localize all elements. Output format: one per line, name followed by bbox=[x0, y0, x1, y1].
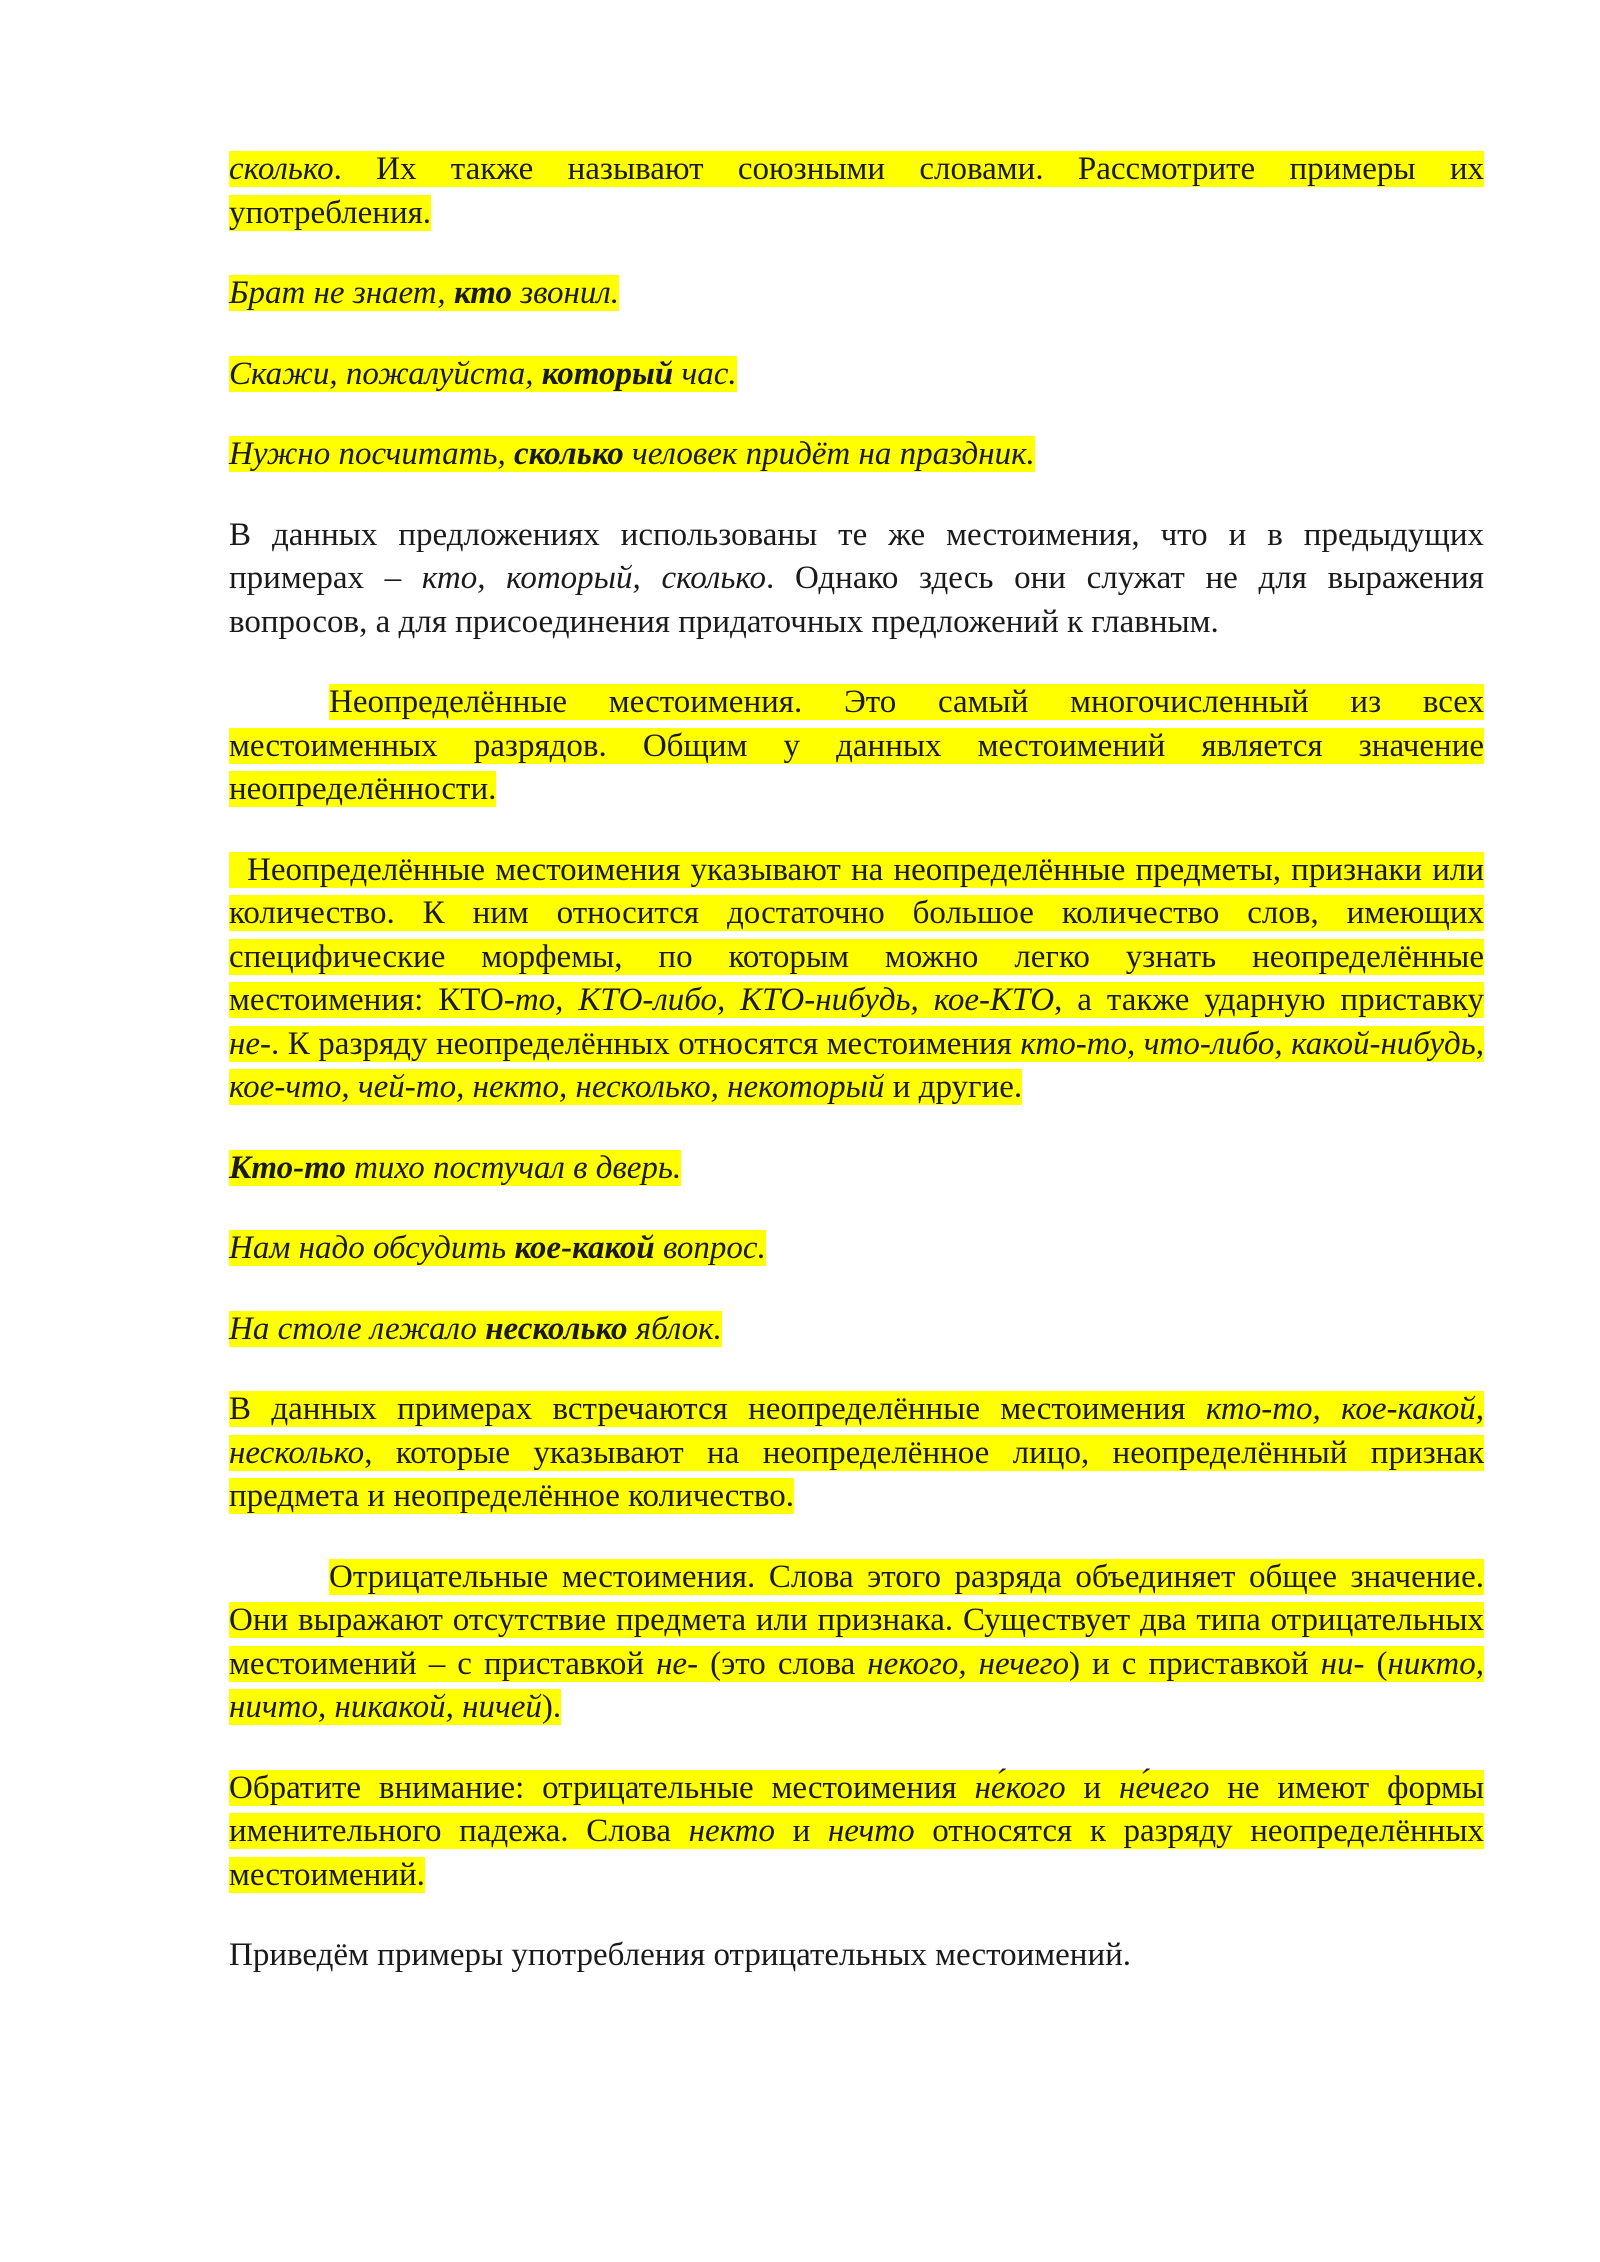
text-fragment: ни- bbox=[1320, 1645, 1365, 1682]
text-fragment: вопрос. bbox=[654, 1230, 766, 1266]
text-fragment: В данных примерах встречаются неопределённые местоимения bbox=[229, 1391, 1206, 1427]
text-fragment: , которые указывают на неопределённое лицо, неопределённый признак предмета и неопределённое количество. bbox=[229, 1434, 1484, 1514]
text-fragment: , а также ударную приставку bbox=[1054, 982, 1484, 1018]
text-fragment: кто-то, кое-какой, несколько bbox=[229, 1391, 1485, 1471]
text-fragment-bold: Кто-то bbox=[229, 1149, 346, 1186]
text-fragment: . К разряду неопределённых относятся местоимения bbox=[271, 1025, 1021, 1062]
example-2 bbox=[229, 353, 1484, 397]
paragraph-5 bbox=[229, 1388, 1484, 1519]
example-3 bbox=[229, 433, 1484, 477]
text-fragment: кто, который, сколько bbox=[421, 560, 767, 596]
text-fragment: звонил. bbox=[511, 275, 619, 311]
example-6 bbox=[229, 1308, 1484, 1352]
paragraph-3 bbox=[229, 681, 1484, 812]
paragraph-7 bbox=[229, 1767, 1484, 1898]
paragraph-6 bbox=[229, 1556, 1484, 1730]
text-fragment: никто, ничто, никакой, ничей bbox=[229, 1645, 1484, 1725]
text-fragment: Приведём примеры употребления отрицательных местоимений. bbox=[229, 1937, 1132, 1973]
text-fragment: кто-то, что-либо, какой-нибудь, кое-что, чей-то, некто, несколько, некоторый bbox=[229, 1025, 1484, 1105]
text-fragment: не́кого bbox=[974, 1769, 1066, 1806]
text-fragment-bold: сколько bbox=[514, 436, 624, 472]
text-fragment: . Однако здесь они служат не для выражения вопросов, а для присоединения придаточных предложений к главным. bbox=[229, 560, 1484, 640]
text-fragment: относятся к разряду неопределённых местоимений. bbox=[229, 1813, 1485, 1893]
text-fragment-bold: несколько bbox=[485, 1310, 628, 1347]
text-fragment: тихо постучал в дверь. bbox=[345, 1149, 682, 1186]
text-fragment: ). bbox=[541, 1689, 562, 1725]
text-fragment: не имеют формы именительного падежа. Слова bbox=[229, 1769, 1485, 1849]
document-page bbox=[229, 148, 1484, 2015]
text-fragment: В данных предложениях использованы те же местоимения, что и в предыдущих примерах – bbox=[229, 516, 1484, 596]
text-fragment: яблок. bbox=[627, 1310, 722, 1347]
text-fragment: то, КТО-либо, КТО-нибудь, кое-КТО bbox=[514, 982, 1055, 1018]
text-fragment: нечто bbox=[827, 1813, 915, 1849]
text-fragment-bold: кое-какой bbox=[514, 1230, 655, 1266]
text-fragment: Нам надо обсудить bbox=[229, 1230, 515, 1266]
text-fragment: и bbox=[1065, 1769, 1120, 1806]
text-fragment: На столе лежало bbox=[229, 1310, 486, 1347]
text-fragment: некого, нечего bbox=[867, 1645, 1070, 1682]
text-fragment: Неопределённые местоимения. Это самый многочисленный из всех местоименных разрядов. Общим у данных местоимений является значение неопределённости. bbox=[229, 684, 1484, 807]
text-fragment: Брат не знает, bbox=[229, 275, 454, 311]
text-fragment: (это слова bbox=[698, 1645, 868, 1682]
example-1 bbox=[229, 272, 1484, 316]
text-fragment-bold: который bbox=[541, 355, 674, 392]
text-fragment: и другие. bbox=[884, 1069, 1023, 1105]
text-fragment: и bbox=[774, 1813, 828, 1849]
text-fragment: не- bbox=[656, 1645, 699, 1682]
example-4 bbox=[229, 1147, 1484, 1191]
paragraph-4 bbox=[229, 849, 1484, 1110]
text-fragment: ( bbox=[1364, 1645, 1388, 1682]
text-fragment-bold: кто bbox=[453, 275, 512, 311]
text-fragment: некто bbox=[688, 1813, 775, 1849]
text-fragment: не- bbox=[229, 1025, 272, 1062]
paragraph-1 bbox=[229, 148, 1484, 235]
paragraph-8 bbox=[229, 1934, 1484, 1978]
text-fragment: не́чего bbox=[1119, 1769, 1210, 1806]
text-fragment: . Их также называют союзными словами. Рассмотрите примеры их употребления. bbox=[229, 151, 1484, 231]
text-fragment: Неопределённые местоимения указывают на неопределённые предметы, признаки или количество. К ним относится достаточно большое количество слов, имеющих специфические морфемы, по которым можно легко узнать неопределённые местоимения: КТО- bbox=[229, 851, 1484, 1018]
text-fragment: Отрицательные местоимения. Слова этого разряда объединяет общее значение. Они выражают отсутствие предмета или признака. Существует два типа отрицательных местоимений – с приставкой bbox=[229, 1558, 1484, 1682]
text-fragment: ) и с приставкой bbox=[1069, 1645, 1321, 1682]
text-fragment: Обратите внимание: отрицательные местоимения bbox=[229, 1769, 975, 1806]
text-fragment: сколько bbox=[229, 151, 334, 187]
text-fragment: Скажи, пожалуйста, bbox=[229, 355, 542, 392]
text-fragment: человек придёт на праздник. bbox=[623, 436, 1035, 472]
text-fragment: Нужно посчитать, bbox=[229, 436, 515, 472]
text-fragment: час. bbox=[673, 355, 737, 392]
paragraph-2 bbox=[229, 514, 1484, 645]
example-5 bbox=[229, 1227, 1484, 1271]
